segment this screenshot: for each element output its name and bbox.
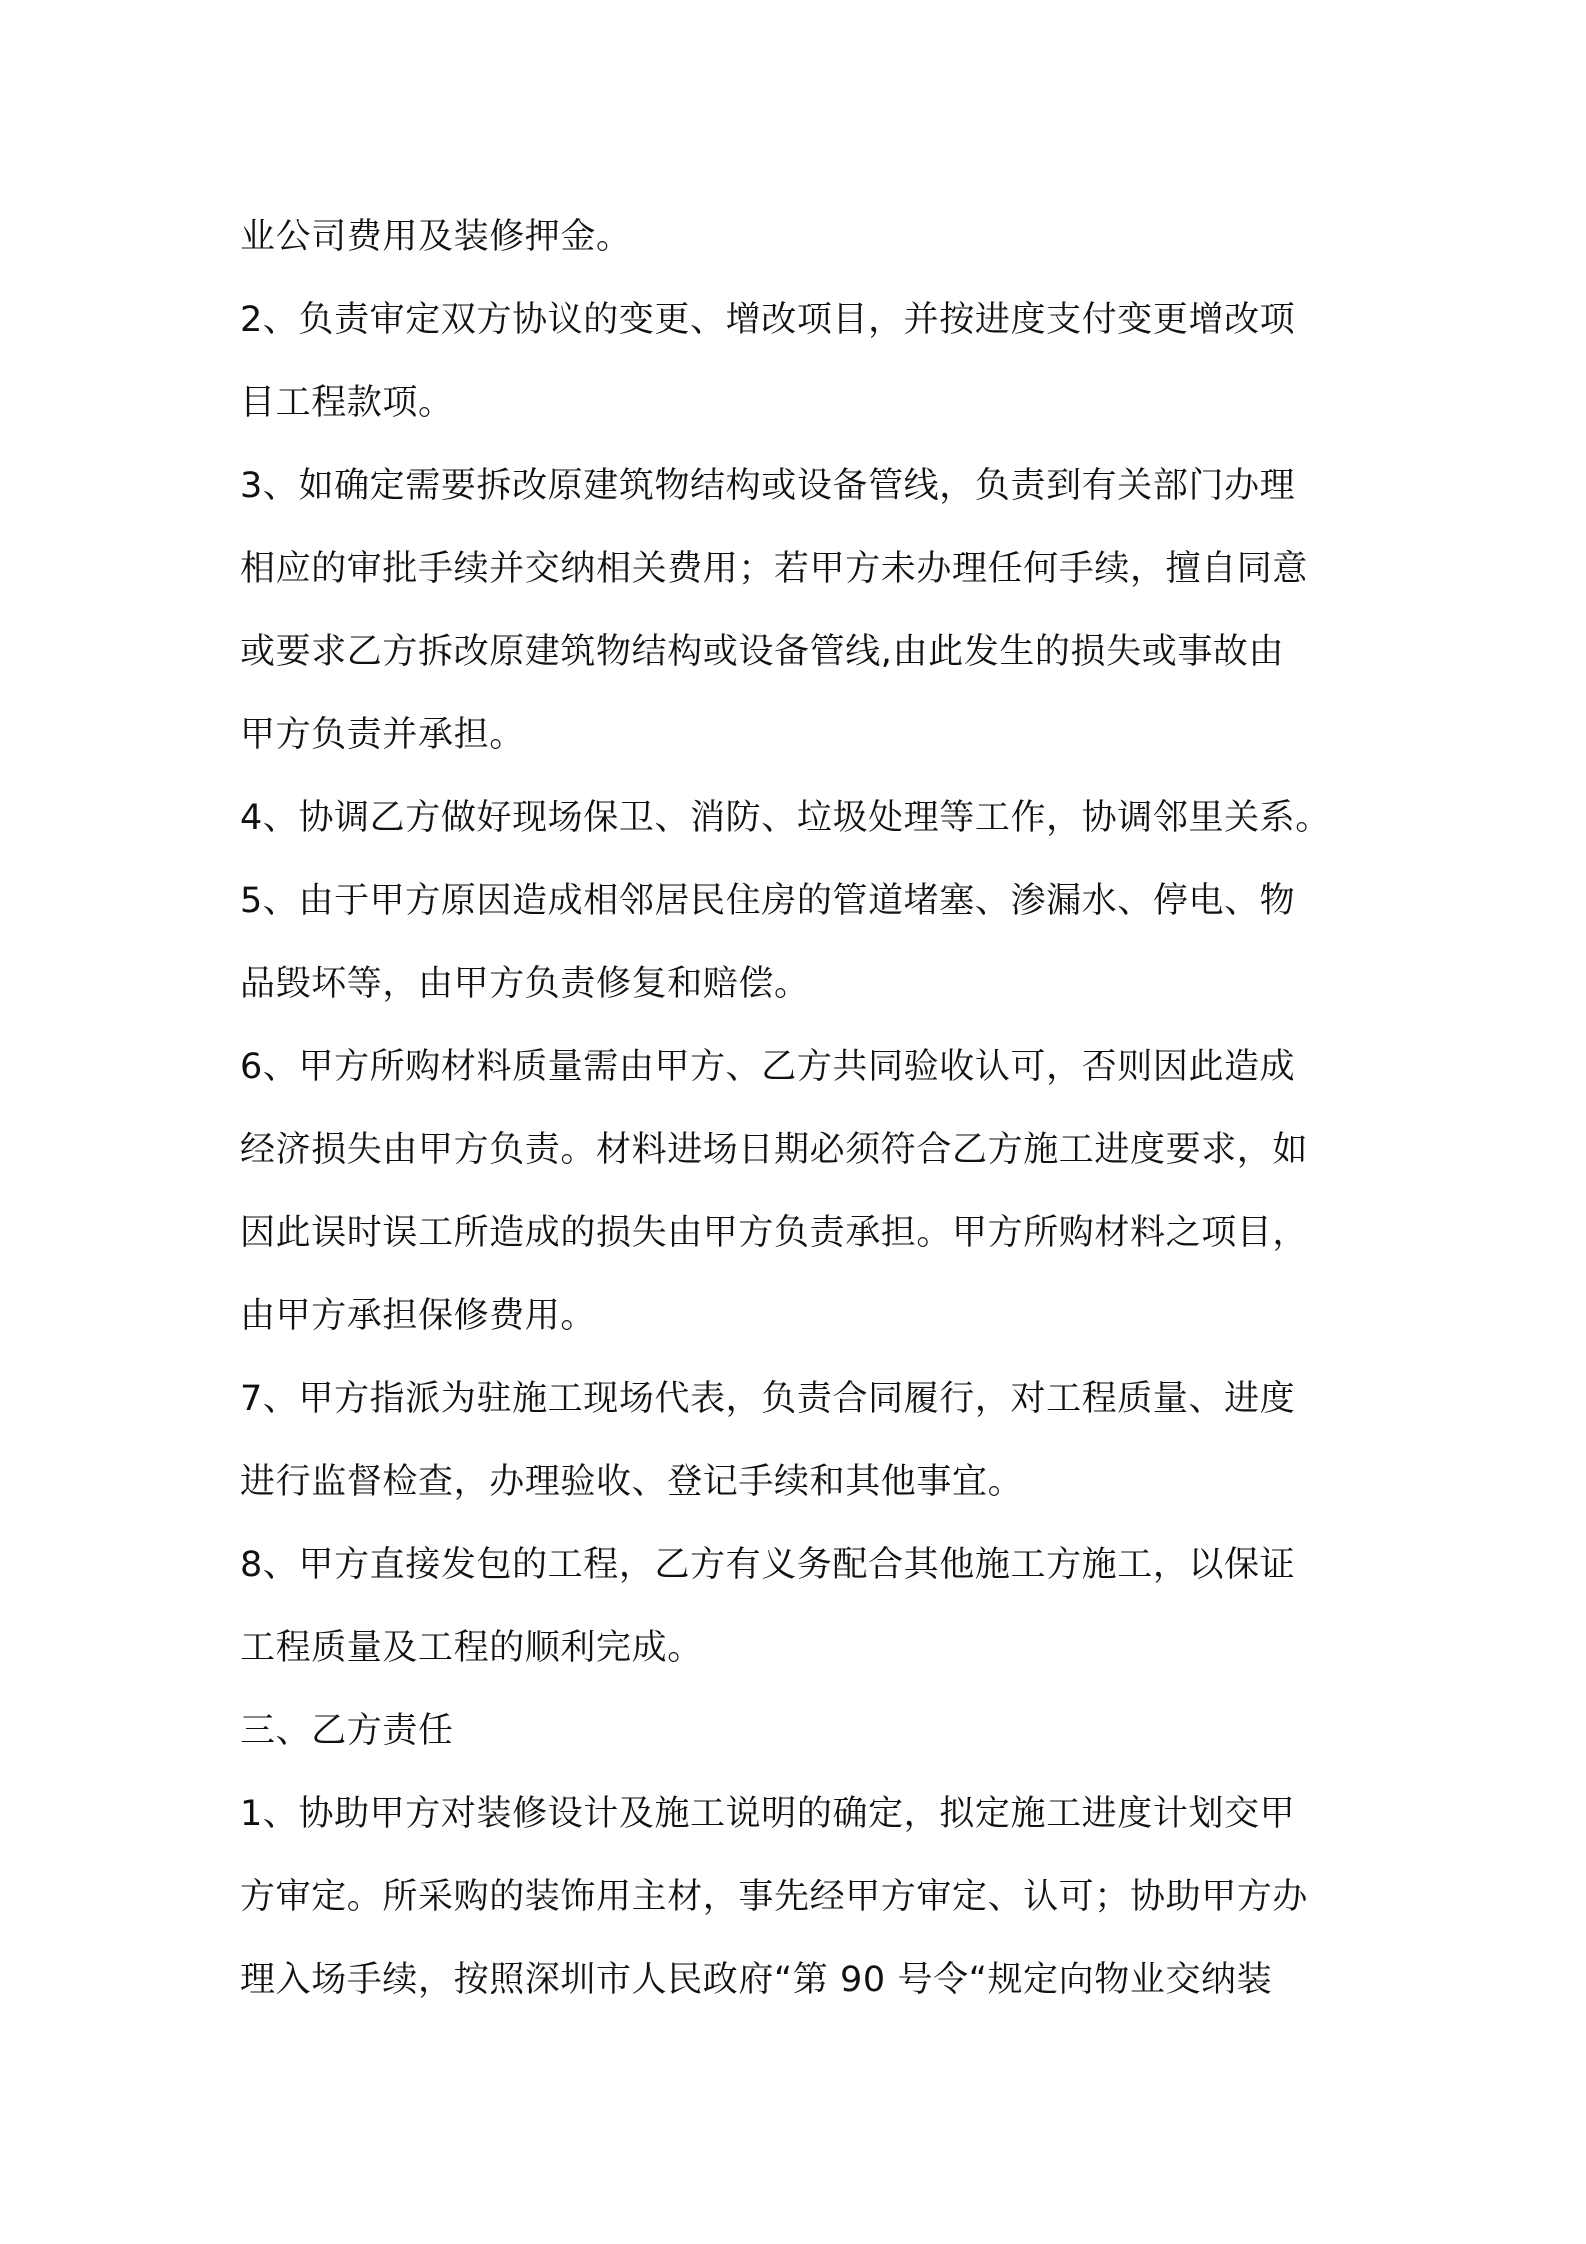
text-line: 经济损失由甲方负责。材料进场日期必须符合乙方施工进度要求，如 bbox=[240, 1130, 1309, 1170]
text-line: 3、如确定需要拆改原建筑物结构或设备管线，负责到有关部门办理 bbox=[240, 466, 1296, 506]
text-line: 相应的审批手续并交纳相关费用；若甲方未办理任何手续，擅自同意 bbox=[240, 549, 1309, 589]
text-line: 8、甲方直接发包的工程，乙方有义务配合其他施工方施工，以保证 bbox=[240, 1545, 1296, 1585]
text-line: 或要求乙方拆改原建筑物结构或设备管线,由此发生的损失或事故由 bbox=[240, 632, 1285, 672]
text-line: 7、甲方指派为驻施工现场代表，负责合同履行，对工程质量、进度 bbox=[240, 1379, 1296, 1419]
text-line: 工程质量及工程的顺利完成。 bbox=[240, 1628, 703, 1668]
text-line: 理入场手续，按照深圳市人民政府“第 90 号令“规定向物业交纳装 bbox=[240, 1960, 1273, 2000]
document-body bbox=[240, 196, 1370, 2022]
text-line: 业公司费用及装修押金。 bbox=[240, 217, 632, 257]
section-heading: 三、乙方责任 bbox=[240, 1711, 454, 1751]
text-line: 5、由于甲方原因造成相邻居民住房的管道堵塞、渗漏水、停电、物 bbox=[240, 881, 1296, 921]
text-line: 因此误时误工所造成的损失由甲方负责承担。甲方所购材料之项目， bbox=[240, 1213, 1309, 1253]
text-line: 2、负责审定双方协议的变更、增改项目，并按进度支付变更增改项 bbox=[240, 300, 1296, 340]
text-line: 1、协助甲方对装修设计及施工说明的确定，拟定施工进度计划交甲 bbox=[240, 1794, 1296, 1834]
text-line: 甲方负责并承担。 bbox=[240, 715, 525, 755]
text-line: 目工程款项。 bbox=[240, 383, 454, 423]
text-line: 进行监督检查，办理验收、登记手续和其他事宜。 bbox=[240, 1462, 1024, 1502]
text-line: 4、协调乙方做好现场保卫、消防、垃圾处理等工作，协调邻里关系。 bbox=[240, 798, 1331, 838]
text-line: 品毁坏等，由甲方负责修复和赔偿。 bbox=[240, 964, 810, 1004]
text-line: 6、甲方所购材料质量需由甲方、乙方共同验收认可，否则因此造成 bbox=[240, 1047, 1296, 1087]
text-line: 方审定。所采购的装饰用主材，事先经甲方审定、认可；协助甲方办 bbox=[240, 1877, 1309, 1917]
text-line: 由甲方承担保修费用。 bbox=[240, 1296, 597, 1336]
